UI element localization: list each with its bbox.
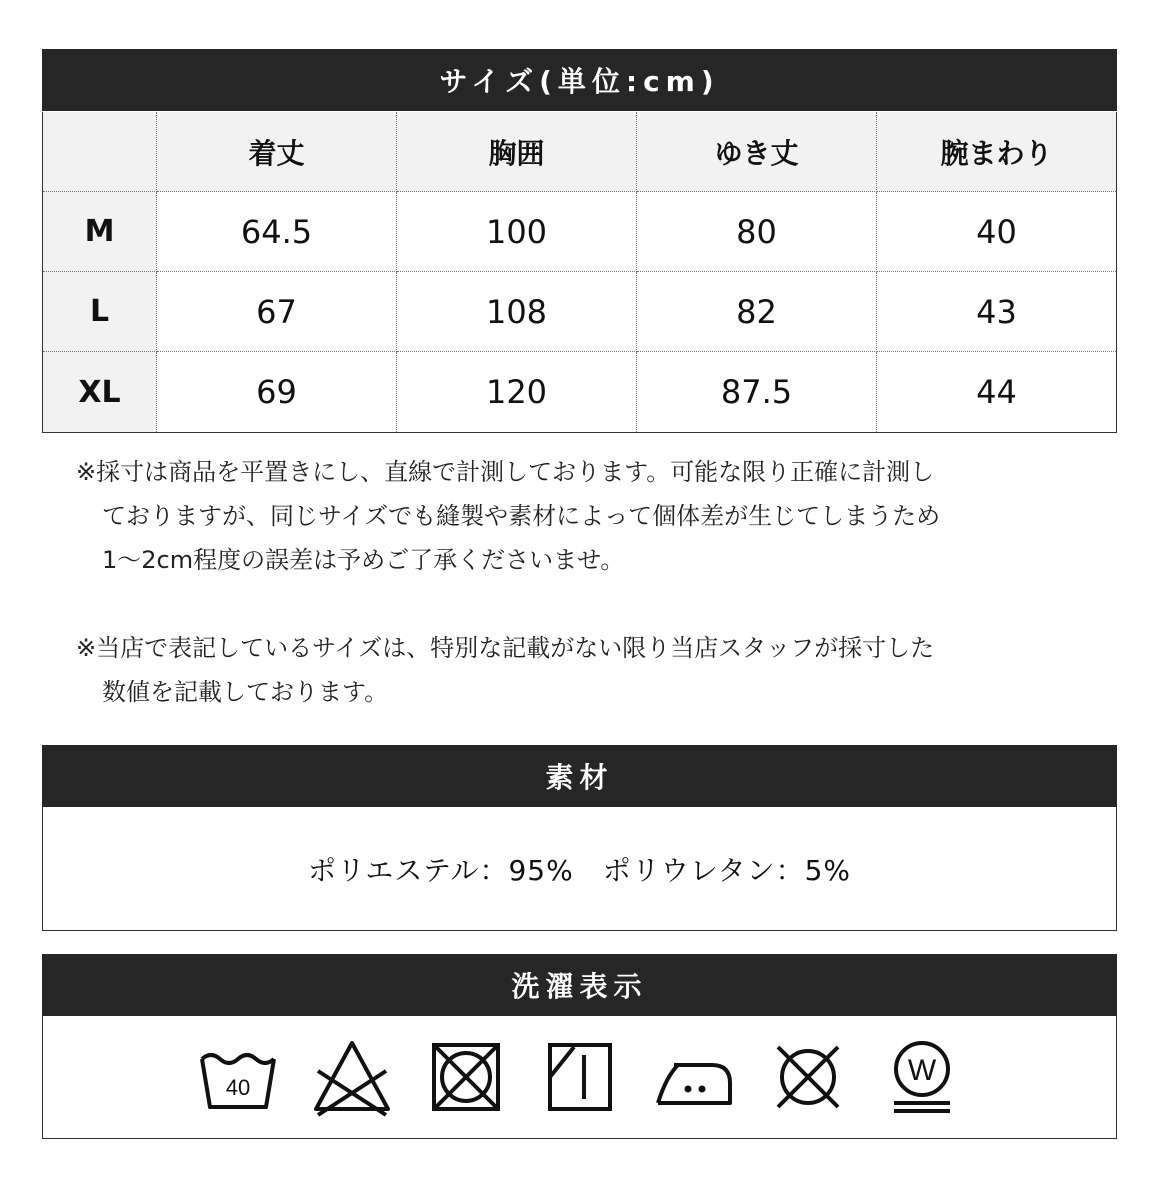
- wet-clean-gentle-icon: [882, 1037, 962, 1117]
- wash-temperature-label: 40: [225, 1075, 250, 1100]
- row-header-l: L: [43, 272, 157, 352]
- no-dry-clean-icon: [768, 1037, 848, 1117]
- note-text: ※当店で表記しているサイズは、特別な記載がない限り当店スタッフが採寸した: [76, 634, 935, 662]
- note-text: 1～2cm程度の誤差は予めご了承くださいませ。: [102, 546, 625, 574]
- row-header-m: M: [43, 192, 157, 272]
- table-cell: 67: [157, 272, 397, 352]
- column-header-sleeve: ゆき丈: [637, 112, 877, 192]
- column-header-length: 着丈: [157, 112, 397, 192]
- material-box: [42, 807, 1117, 931]
- table-cell: 40: [877, 192, 1116, 272]
- wash-40-icon: [198, 1037, 278, 1117]
- material-section-title: 素材: [42, 745, 1117, 807]
- size-table: [42, 112, 1117, 433]
- table-cell: 82: [637, 272, 877, 352]
- table-cell: 87.5: [637, 352, 877, 432]
- wet-clean-label: W: [907, 1054, 936, 1087]
- table-cell: 120: [397, 352, 637, 432]
- iron-medium-icon: [654, 1037, 734, 1117]
- table-corner-cell: [43, 112, 157, 192]
- line-dry-shade-icon: [540, 1037, 620, 1117]
- size-section-title: サイズ(単位:cm): [42, 49, 1117, 111]
- note-text: ておりますが、同じサイズでも縫製や素材によって個体差が生じてしまうため: [102, 502, 941, 530]
- row-header-xl: XL: [43, 352, 157, 432]
- table-cell: 108: [397, 272, 637, 352]
- note-text: ※採寸は商品を平置きにし、直線で計測しております。可能な限り正確に計測し: [76, 458, 935, 486]
- size-notes: [76, 450, 1076, 714]
- care-section-title: 洗濯表示: [42, 954, 1117, 1016]
- material-text: ポリエステル：95% ポリウレタン：5%: [307, 853, 852, 887]
- column-header-chest: 胸囲: [397, 112, 637, 192]
- table-cell: 64.5: [157, 192, 397, 272]
- column-header-arm: 腕まわり: [877, 112, 1116, 192]
- table-cell: 69: [157, 352, 397, 432]
- note-text: 数値を記載しております。: [102, 678, 389, 706]
- no-tumble-dry-icon: [426, 1037, 506, 1117]
- table-cell: 43: [877, 272, 1116, 352]
- care-icons-row: [42, 1016, 1117, 1139]
- no-bleach-icon: [312, 1037, 392, 1117]
- table-cell: 100: [397, 192, 637, 272]
- table-cell: 80: [637, 192, 877, 272]
- table-cell: 44: [976, 373, 1017, 411]
